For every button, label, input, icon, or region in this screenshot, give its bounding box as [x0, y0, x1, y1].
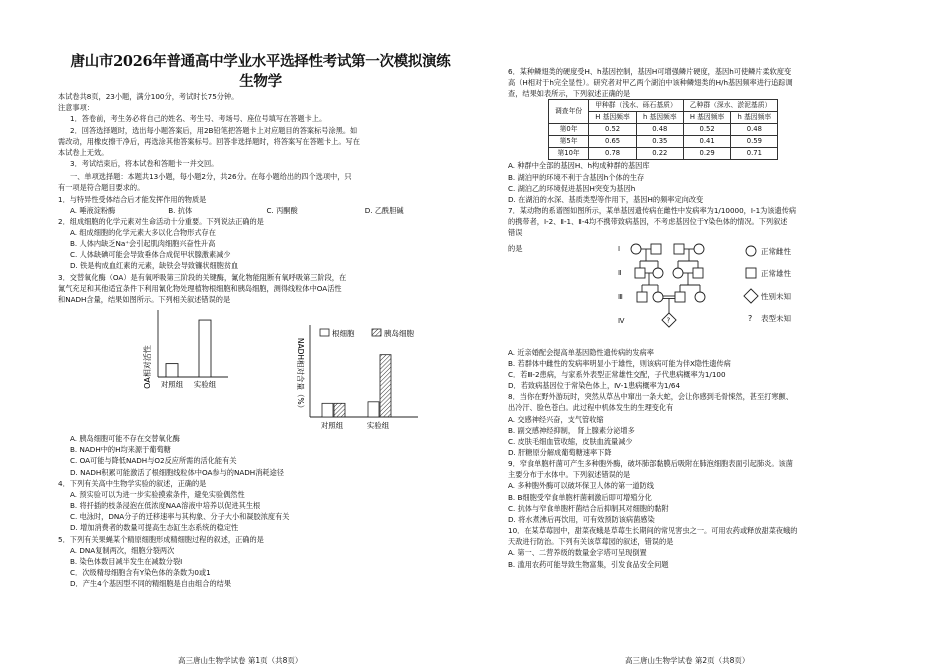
q5-option-c: C．次级精母细胞含有Y染色体的条数为0或1 [70, 567, 211, 577]
q4-option-c: C. 电泳时，DNA分子的迁移速率与其构象、分子大小和凝胶浓度有关 [70, 512, 290, 522]
q4-option-b: B. 将扦插的枝条浸泡在低浓度NAA溶液中培养以促进其生根 [70, 501, 261, 511]
exam-title [58, 52, 463, 91]
chart2-bar-control-root [322, 403, 333, 417]
table-subheader: H 基因频率 [683, 112, 731, 124]
table-cell: 0.52 [683, 124, 731, 136]
exam-title-line2: 生物学 [239, 72, 282, 90]
question-7: 7．某动物的系谱图如图所示，某单基因遗传病在雌性中发病率为1/10000，Ⅰ-1为该遗传病 [508, 206, 797, 216]
note-2c: 本试卷上无效。 [58, 147, 109, 157]
question-7-cont3: 的是 [508, 243, 523, 253]
question-7-cont2: 错误 [508, 228, 523, 238]
q1-option-d: D. 乙酰胆碱 [364, 205, 404, 215]
question-8: 8．当你在野外游玩时，突然从草丛中窜出一条大蛇，会让你感到毛骨悚然，甚至打寒颤、 [508, 392, 793, 402]
left-page [58, 0, 463, 589]
table-row [549, 148, 778, 160]
table-cell-year: 第5年 [549, 136, 589, 148]
question-2: 2．组成细胞的化学元素对生命活动十分重要。下列说法正确的是 [58, 216, 264, 226]
table-cell: 0.65 [589, 136, 637, 148]
q3-charts-svg [58, 305, 463, 433]
chart1-bar-control [166, 364, 178, 377]
pedigree-female-II3 [673, 268, 683, 278]
pedigree-figure [508, 239, 918, 347]
table-cell-year: 第10年 [549, 148, 589, 160]
legend-unknown-sex-label: 性别未知 [761, 291, 791, 301]
legend-male-label: 正常雄性 [761, 268, 791, 278]
generation-label-3: Ⅲ [618, 292, 623, 301]
pedigree-male-II4 [693, 268, 703, 278]
legend-female-symbol [746, 246, 756, 256]
note-1: 1．答卷前，考生务必将自己的姓名、考生号、考场号、座位号填写在答题卡上。 [70, 114, 327, 124]
legend-label-root: 根细胞 [332, 329, 355, 339]
q2-option-b: B. 人体内缺乏Na⁺会引起肌肉细胞兴奋性升高 [70, 239, 216, 249]
chart2-bar-experiment-islet [380, 355, 391, 417]
q4-option-d: D. 增加消费者的数量可提高生态缸生态系统的稳定性 [70, 523, 239, 533]
q8-option-a: A. 交感神经兴奋，支气管收缩 [508, 414, 604, 424]
table-cell: 0.48 [636, 124, 683, 136]
table-subheader: h 基因频率 [731, 112, 778, 124]
section-1-heading: 一、单项选择题：本题共13小题，每小题2分，共26分。在每小题给出的四个选项中，只 [70, 172, 352, 182]
q5-option-b: B. 染色体数目减半发生在减数分裂Ⅰ [70, 556, 183, 566]
table-cell: 0.59 [731, 136, 778, 148]
legend-label-islet: 胰岛细胞 [384, 329, 414, 339]
q1-option-b: B. 抗体 [168, 205, 193, 215]
legend-unknown-sex-symbol [744, 288, 758, 302]
q10-option-b: B. 滥用农药可能导致生物富集，引发食品安全问题 [508, 559, 669, 569]
q1-option-a: A. 唾液淀粉酶 [70, 205, 116, 215]
note-2a: 2．回答选择题时，选出每小题答案后，用2B铅笔把答题卡上对应题目的答案标号涂黑。如 [70, 125, 358, 135]
legend-male-symbol [746, 268, 756, 278]
q10-option-a: A. 第一、二营养级的数量金字塔可呈现倒置 [508, 548, 647, 558]
question-3: 3．交替氧化酶（OA）是有氧呼吸第三阶段的关键酶，氰化物能阻断有氧呼吸第三阶段，在 [58, 272, 347, 282]
table-subheader: h 基因频率 [636, 112, 683, 124]
chart1-category-experiment: 实验组 [193, 380, 217, 390]
question-5: 5．下列有关果蝇某个精原细胞形成精细胞过程的叙述，正确的是 [58, 534, 264, 544]
q6-table [548, 99, 778, 160]
table-cell-year: 第0年 [549, 124, 589, 136]
table-row [549, 124, 778, 136]
pedigree-female-II2 [653, 268, 663, 278]
question-7-cont1: 的携带者，Ⅰ-2、Ⅱ-1、Ⅱ-4均不携带致病基因，不考虑基因位于Y染色体的情况。下列叙述 [508, 217, 788, 227]
table-row [549, 136, 778, 148]
question-10-cont: 天敌进行防治。下列有关该草莓园的叙述，错误的是 [508, 537, 674, 547]
q6-option-b: B. 湖泊甲的环境不利于含基因h个体的生存 [508, 172, 645, 182]
table-cell: 0.71 [731, 148, 778, 160]
q2-option-a: A. 组成细胞的化学元素大多以化合物形式存在 [70, 228, 216, 237]
q7-option-b: B. 若群体中雌性的发病率明显小于雄性，则该病可能为伴X隐性遗传病 [508, 358, 731, 368]
generation-label-1: Ⅰ [618, 244, 621, 253]
pedigree-female-I4 [694, 244, 704, 254]
q9-option-d: D. 将水煮沸后再饮用，可有效预防该病菌感染 [508, 514, 655, 524]
table-cell: 0.29 [683, 148, 731, 160]
chart2-ylabel: NADH相对含量（%） [296, 337, 305, 413]
chart1-ylabel: OA相对活性 [143, 345, 152, 389]
table-cell: 0.78 [589, 148, 637, 160]
right-page-footer: 高三唐山生物学试卷 第2页（共8页） [625, 656, 750, 665]
pedigree-female-III2 [653, 292, 663, 302]
question-9: 9．窄食单胞杆菌可产生多种胞外酶，破坏肺部黏膜后吸附在肺泡细胞表面引起肺炎。该菌 [508, 459, 793, 469]
q2-option-d: D. 铁是构成血红素的元素，缺铁会导致镰状细胞贫血 [70, 261, 239, 271]
q5-option-d: D．产生4个基因型不同的精细胞是自由组合的结果 [70, 579, 232, 589]
table-header-row [549, 100, 778, 112]
q3-option-c: C. OA可能与降低NADH与O2反应所需的活化能有关 [70, 456, 237, 466]
q1-option-c: C. 丙酮酸 [266, 205, 298, 215]
table-cell: 0.22 [636, 148, 683, 160]
q6-option-c: C. 湖泊乙的环境促进基因H突变为基因h [508, 183, 636, 193]
question-1: 1．与特异性受体结合后才能发挥作用的物质是 [58, 194, 207, 204]
pedigree-male-I3 [674, 244, 684, 254]
legend-unknown-pheno-label: 表型未知 [761, 313, 791, 323]
question-3-cont2: 和NADH含量，结果如图所示。下列相关叙述错误的是 [58, 294, 231, 304]
section-1-heading-cont: 有一项是符合题目要求的。 [58, 183, 145, 193]
notes-heading: 注意事项： [58, 103, 94, 113]
pedigree-male-III1 [637, 292, 647, 302]
q7-option-d: D．若致病基因位于常染色体上，Ⅳ-1患病概率为1/64 [508, 381, 681, 391]
chart2-bar-experiment-root [368, 402, 379, 417]
generation-label-2: Ⅱ [618, 268, 622, 277]
generation-label-4: Ⅳ [618, 316, 625, 325]
question-6-cont1: 高（H相对于h完全显性）。研究者对甲乙两个湖泊中该种鳞翅类的H/h基因频率进行追踪调 [508, 78, 793, 88]
right-page [508, 66, 918, 570]
q4-option-a: A. 预实验可以为进一步实验摸索条件，避免实验偶然性 [70, 489, 245, 499]
q8-option-d: D. 肝糖原分解成葡萄糖速率下降 [508, 447, 612, 457]
q2-option-c: C. 人体缺碘可能会导致垂体合成促甲状腺激素减少 [70, 250, 231, 260]
q6-option-a: A. 种群中全部的基因H、h构成种群的基因库 [508, 161, 650, 171]
q3-option-a: A. 胰岛细胞可能不存在交替氧化酶 [70, 434, 180, 444]
question-3-cont1: 氰气充足和其他适宜条件下利用氰化物处理植物根细胞和胰岛细胞，测得线粒体中OA活性 [58, 283, 342, 293]
table-cell: 0.52 [589, 124, 637, 136]
table-group-yi: 乙种群（深水、淤泥基质） [683, 100, 778, 112]
pedigree-svg [508, 239, 918, 347]
q3-figure [58, 305, 463, 433]
legend-swatch-root [320, 329, 329, 336]
legend-unknown-pheno-symbol: ? [748, 313, 753, 323]
q9-option-a: A. 多种胞外酶可以破坏保卫人体的第一道防线 [508, 481, 654, 491]
q3-option-d: D. NADH积累可能激活了根细胞线粒体中OA参与的NADH消耗途径 [70, 467, 284, 477]
table-cell: 0.48 [731, 124, 778, 136]
note-3: 3．考试结束后，将本试卷和答题卡一并交回。 [70, 159, 219, 169]
chart1-category-control: 对照组 [160, 380, 184, 390]
note-2b: 需改动，用橡皮擦干净后，再选涂其他答案标号。回答非选择题时，将答案写在答题卡上。写在 [58, 136, 360, 146]
q7-option-c: C．若Ⅲ-2患病，与家系外表型正常雄性交配，子代患病概率为1/100 [508, 369, 726, 379]
question-6-cont2: 查，结果如表所示，下列叙述正确的是 [508, 89, 631, 99]
q9-option-c: C. 抗体与窄食单胞杆菌结合后抑制其对细胞的黏附 [508, 503, 669, 513]
chart2-category-control: 对照组 [320, 421, 344, 431]
table-cell: 0.35 [636, 136, 683, 148]
exam-info: 本试卷共8页，23小题，满分100分，考试时长75分钟。 [58, 92, 239, 102]
question-4: 4．下列有关高中生物学实验的叙述，正确的是 [58, 478, 207, 488]
table-group-jia: 甲种群（浅水、砾石基质） [589, 100, 684, 112]
pedigree-female-III4 [695, 292, 705, 302]
q5-option-a: A. DNA复制两次，细胞分裂两次 [70, 545, 175, 555]
legend-swatch-islet [372, 329, 381, 336]
question-8-cont: 出冷汗、脸色苍白。此过程中机体发生的生理变化有 [508, 403, 674, 413]
q8-option-b: B. 副交感神经抑制， 肾上腺素分泌增多 [508, 425, 635, 435]
q6-option-d: D. 在湖泊的水深、基质类型等作用下，基因H的频率定向改变 [508, 194, 704, 204]
question-1-options [58, 205, 463, 216]
exam-title-line1: 唐山市2026年普通高中学业水平选择性考试第一次模拟演练 [70, 53, 451, 70]
q9-option-b: B. B细胞受窄食单胞杆菌刺激后即可增殖分化 [508, 492, 652, 502]
chart1-bar-experiment [199, 320, 211, 377]
question-6: 6．某种鳞翅类的硬度受H、h基因控制，基因H可增强鳞片硬度，基因h可使鳞片柔软度变 [508, 67, 792, 76]
q8-option-c: C. 皮肤毛细血管收缩，皮肤血流量减少 [508, 436, 633, 446]
table-cell: 0.41 [683, 136, 731, 148]
table-subheader: H 基因频率 [589, 112, 637, 124]
q7-option-a: A. 近亲婚配会提高单基因隐性遗传病的发病率 [508, 347, 654, 357]
chart2-bar-control-islet [334, 403, 345, 417]
question-9-cont: 主要分布于水体中。下列叙述错误的是 [508, 470, 631, 480]
table-corner: 调查年份 [549, 100, 589, 124]
chart2-category-experiment: 实验组 [366, 421, 390, 431]
pedigree-male-III3 [675, 292, 685, 302]
left-page-footer: 高三唐山生物学试卷 第1页（共8页） [178, 656, 303, 665]
legend-female-label: 正常雌性 [761, 246, 791, 256]
question-10: 10．在某草莓园中，甜菜夜蛾是草莓生长期间的常见害虫之一。可用农药或释放甜菜夜蛾的 [508, 526, 798, 536]
pedigree-male-II1 [635, 268, 645, 278]
pedigree-male-I2 [651, 244, 661, 254]
pedigree-unknown-mark: ? [666, 316, 671, 325]
pedigree-female-I1 [631, 244, 641, 254]
q3-option-b: B. NADH中的H均来源于葡萄糖 [70, 445, 171, 455]
